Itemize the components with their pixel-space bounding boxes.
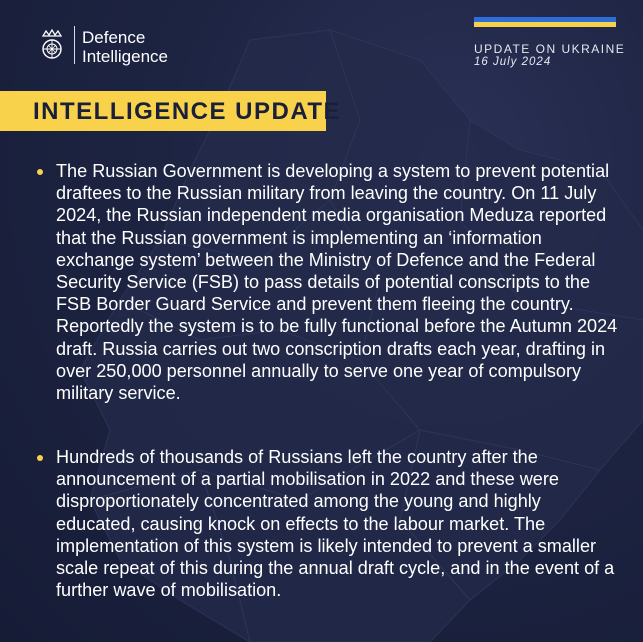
brand-name-line1: Defence	[82, 28, 146, 47]
title-banner	[0, 91, 342, 131]
flag-yellow-stripe	[474, 22, 616, 27]
banner-title: INTELLIGENCE UPDATE	[33, 98, 342, 125]
update-date: 16 July 2024	[474, 56, 552, 68]
bullet-dot	[37, 455, 43, 461]
bullet-dot	[37, 169, 43, 175]
bullet-text: Hundreds of thousands of Russians left the country after the announcement of a partial mobilisation in 2022 and these were disproportionately concentrated among the young and highly educated, causing knock on effects to the labour market. The implementation of this system is likely intended to prevent a smaller scale repeat of this during the annual draft cycle, and in the event of a further wave of mobilisation.	[56, 447, 615, 601]
logo-divider	[74, 26, 75, 64]
brand-name-line2: Intelligence	[82, 47, 169, 66]
defence-crest-icon	[34, 26, 70, 64]
ukraine-flag-bar	[474, 17, 616, 27]
defence-intelligence-logo	[34, 22, 174, 72]
update-label: UPDATE ON UKRAINE	[474, 42, 626, 56]
bullet-text: The Russian Government is developing a system to prevent potential draftees to the Russian military from leaving the country. On 11 July 2024, the Russian independent media organisation Meduza reported that the Russian government is implementing an ‘information exchange system’ between the Ministry of Defence and the Federal Security Service (FSB) to pass details of potential conscripts to the FSB Border Guard Service and prevent them fleeing the country. Reportedly the system is to be fully functional before the Autumn 2024 draft. Russia carries out two conscription drafts each year, drafting in over 250,000 personnel annually to serve one year of compulsory military service.	[56, 161, 618, 404]
